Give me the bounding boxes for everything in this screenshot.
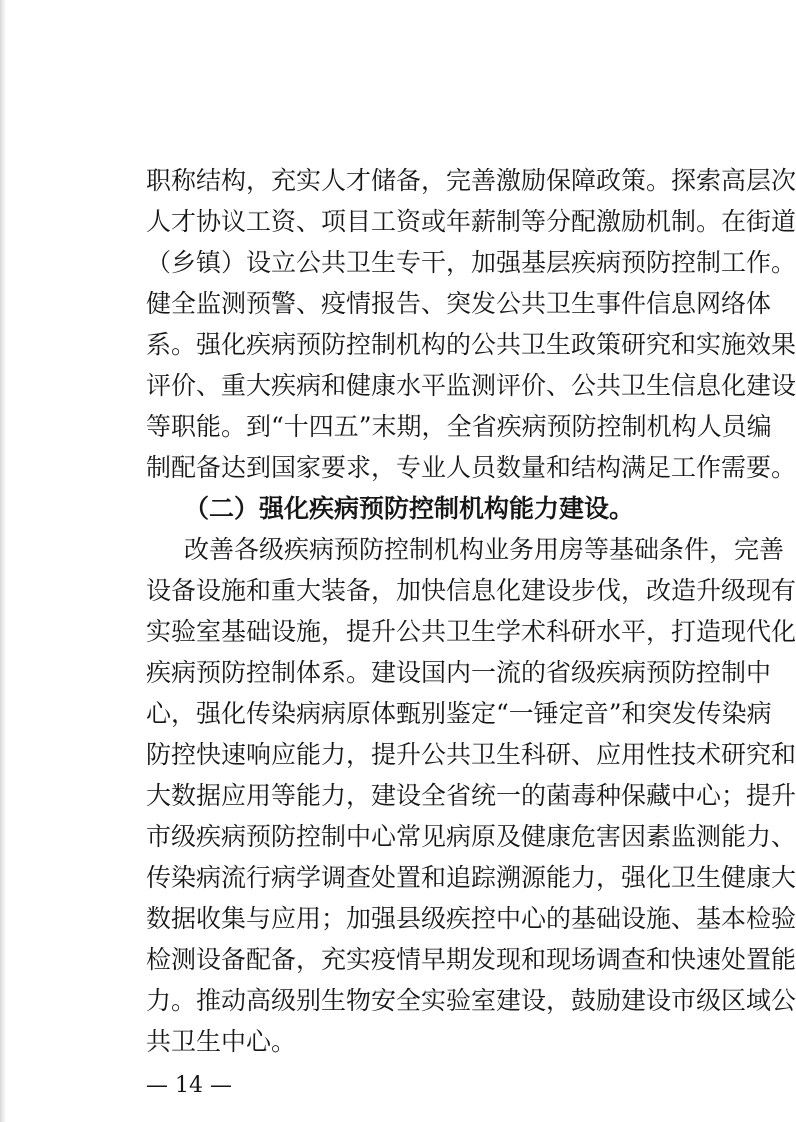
scan-edge-shadow xyxy=(0,0,6,1122)
paragraph-line: 设备设施和重大装备，加快信息化建设步伐，改造升级现有 xyxy=(146,576,796,605)
paragraph-line: 共卫生中心。 xyxy=(146,1027,297,1056)
paragraph-line: 评价、重大疾病和健康水平监测评价、公共卫生信息化建设 xyxy=(146,371,796,400)
paragraph-line: 力。推动高级别生物安全实验室建设，鼓励建设市级区域公 xyxy=(146,986,796,1015)
paragraph-line: 系。强化疾病预防控制机构的公共卫生政策研究和实施效果 xyxy=(146,330,796,359)
paragraph-line: 防控快速响应能力，提升公共卫生科研、应用性技术研究和 xyxy=(146,740,796,769)
paragraph-line: 传染病流行病学调查处置和追踪溯源能力，强化卫生健康大 xyxy=(146,863,796,892)
paragraph-line: 实验室基础设施，提升公共卫生学术科研水平，打造现代化 xyxy=(146,617,796,646)
paragraph-line: 市级疾病预防控制中心常见病原及健康危害因素监测能力、 xyxy=(146,822,796,851)
paragraph-line: 职称结构，充实人才储备，完善激励保障政策。探索高层次 xyxy=(146,166,796,195)
paragraph-line: 健全监测预警、疫情报告、突发公共卫生事件信息网络体 xyxy=(146,289,772,318)
paragraph-line: 检测设备配备，充实疫情早期发现和现场调查和快速处置能 xyxy=(146,945,796,974)
paragraph-line: 改善各级疾病预防控制机构业务用房等基础条件，完善 xyxy=(184,535,785,564)
paragraph-line: 数据收集与应用；加强县级疾控中心的基础设施、基本检验 xyxy=(146,904,796,933)
paragraph-line: 疾病预防控制体系。建设国内一流的省级疾病预防控制中 xyxy=(146,658,772,687)
page-number: — 14 — xyxy=(146,1073,232,1098)
paragraph-line: 等职能。到“十四五”末期，全省疾病预防控制机构人员编 xyxy=(146,412,772,441)
paragraph-line: （乡镇）设立公共卫生专干，加强基层疾病预防控制工作。 xyxy=(146,248,796,277)
paragraph-line: 大数据应用等能力，建设全省统一的菌毒种保藏中心；提升 xyxy=(146,781,796,810)
paragraph-line: 制配备达到国家要求，专业人员数量和结构满足工作需要。 xyxy=(146,453,796,482)
section-heading: （二）强化疾病预防控制机构能力建设。 xyxy=(184,494,635,523)
paragraph-line: 人才协议工资、项目工资或年薪制等分配激励机制。在街道 xyxy=(146,207,796,236)
paragraph-line: 心，强化传染病病原体甄别鉴定“一锤定音”和突发传染病 xyxy=(146,699,772,728)
